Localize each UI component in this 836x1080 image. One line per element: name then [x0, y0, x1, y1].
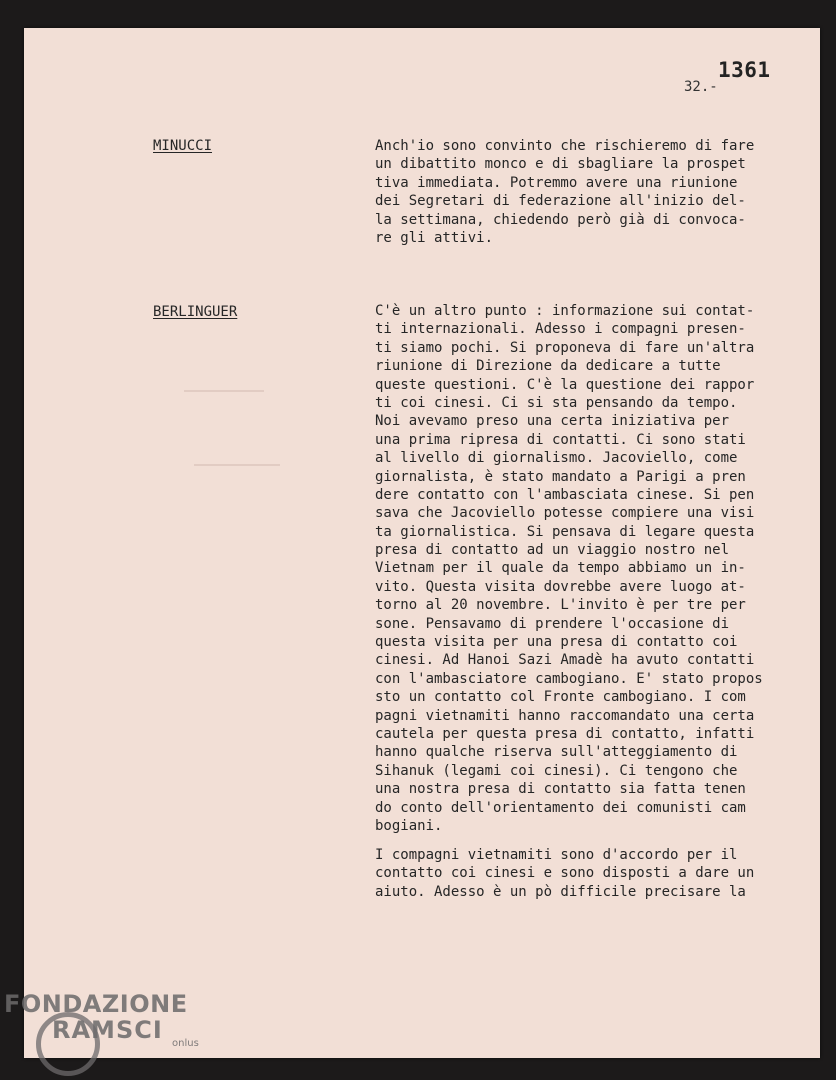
text-line: ta giornalistica. Si pensava di legare questa	[375, 523, 755, 540]
bleed-through-mark	[184, 390, 264, 402]
text-line: la settimana, chiedendo però già di convoca-	[375, 211, 746, 228]
text-line: torno al 20 novembre. L'invito è per tre per	[375, 597, 746, 614]
text-line: tiva immediata. Potremmo avere una riunione	[375, 174, 738, 191]
text-line: Anch'io sono convinto che rischieremo di fare	[375, 138, 755, 154]
text-line: riunione di Direzione da dedicare a tutte	[375, 358, 721, 375]
page-index: 32.-	[684, 79, 718, 95]
text-line: re gli attivi.	[375, 229, 494, 246]
text-line: una prima ripresa di contatti. Ci sono stati	[375, 431, 746, 448]
watermark	[4, 990, 199, 1049]
paragraph-continuation	[375, 846, 805, 901]
text-line: bogiani.	[375, 817, 443, 834]
text-line: ti siamo pochi. Si proponeva di fare un'altra	[375, 339, 755, 356]
text-line: giornalista, è stato mandato a Parigi a pren	[375, 468, 746, 485]
watermark-line2: RAMSCI	[52, 1016, 163, 1044]
text-line: sto un contatto col Fronte cambogiano. I com	[375, 689, 746, 706]
bleed-through-mark	[194, 464, 280, 476]
text-line: con l'ambasciatore cambogiano. E' stato propos	[375, 670, 763, 687]
paragraph-berlinguer	[375, 302, 805, 835]
text-line: I compagni vietnamiti sono d'accordo per il	[375, 847, 738, 863]
text-line: do conto dell'orientamento dei comunisti cam	[375, 799, 746, 816]
text-line: contatto coi cinesi e sono disposti a dare un	[375, 865, 755, 882]
text-line: ti internazionali. Adesso i compagni presen-	[375, 321, 746, 338]
text-line: una nostra presa di contatto sia fatta tenen	[375, 781, 746, 798]
text-line: sava che Jacoviello potesse compiere una visi	[375, 505, 755, 522]
text-line: Sihanuk (legami coi cinesi). Ci tengono che	[375, 762, 738, 779]
text-line: sone. Pensavamo di prendere l'occasione di	[375, 615, 730, 632]
text-line: cautela per questa presa di contatto, infatti	[375, 725, 755, 742]
text-line: questa visita per una presa di contatto coi	[375, 634, 738, 651]
paragraph-minucci	[375, 137, 805, 247]
text-line: dei Segretari di federazione all'inizio del-	[375, 193, 746, 210]
page-number: 1361	[718, 58, 771, 82]
speaker-minucci: MINUCCI	[153, 138, 213, 154]
text-line: Vietnam per il quale da tempo abbiamo un in-	[375, 560, 746, 577]
text-line: presa di contatto ad un viaggio nostro nel	[375, 542, 730, 559]
text-line: al livello di giornalismo. Jacoviello, come	[375, 450, 738, 467]
text-line: aiuto. Adesso è un pò difficile precisare la	[375, 883, 746, 900]
text-line: queste questioni. C'è la questione dei rappor	[375, 376, 755, 393]
text-line: cinesi. Ad Hanoi Sazi Amadè ha avuto contatti	[375, 652, 755, 669]
text-line: pagni vietnamiti hanno raccomandato una certa	[375, 707, 755, 724]
text-line: hanno qualche riserva sull'atteggiamento di	[375, 744, 738, 761]
watermark-line3: onlus	[172, 1038, 199, 1049]
text-line: dere contatto con l'ambasciata cinese. Si pen	[375, 486, 755, 503]
text-line: vito. Questa visita dovrebbe avere luogo at-	[375, 578, 746, 595]
text-line: ti coi cinesi. Ci si sta pensando da tempo.	[375, 394, 738, 411]
text-line: un dibattito monco e di sbagliare la prospet	[375, 156, 746, 173]
watermark-line1: FONDAZIONE	[4, 990, 188, 1018]
speaker-berlinguer: BERLINGUER	[153, 304, 238, 320]
text-line: C'è un altro punto : informazione sui contat-	[375, 303, 755, 319]
text-line: Noi avevamo preso una certa iniziativa per	[375, 413, 730, 430]
